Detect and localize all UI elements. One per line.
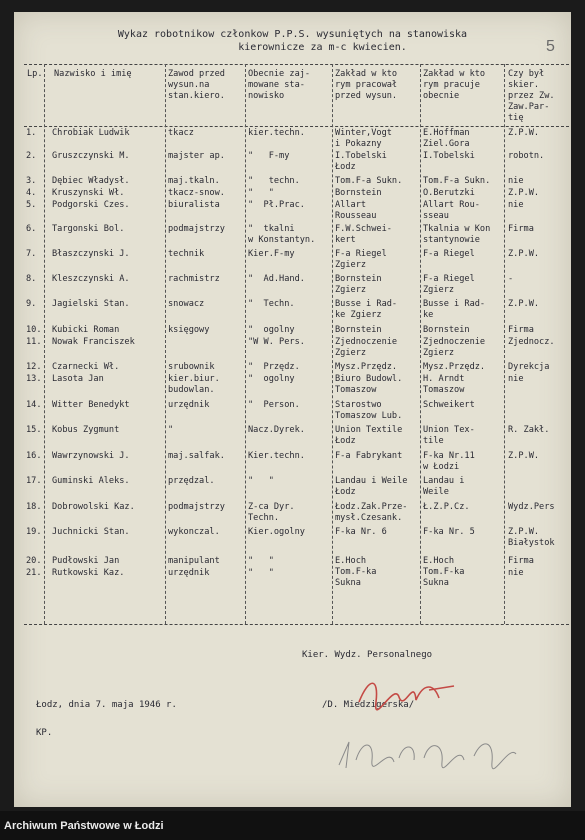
red-signature bbox=[354, 672, 464, 712]
table-cell-currw: E.Hoffman Ziel.Gora bbox=[423, 128, 470, 149]
table-cell-currw: Union Tex- tile bbox=[423, 425, 475, 446]
table-cell-prev: technik bbox=[168, 249, 205, 259]
table-cell-curr: " Techn. bbox=[248, 299, 295, 309]
col-divider bbox=[332, 64, 333, 624]
table-cell-skier: Z.P.W. Białystok bbox=[508, 527, 555, 548]
title-line-1: Wykaz robotnikow członkow P.P.S. wysuniętych na stanowiska bbox=[117, 29, 468, 40]
table-cell-prevw: F-ka Nr. 6 bbox=[335, 527, 387, 537]
table-cell-curr: " ogolny bbox=[248, 374, 295, 384]
table-cell-prev: podmajstrzy bbox=[168, 502, 225, 512]
table-cell-name: Witter Benedykt bbox=[52, 400, 130, 410]
table-cell-lp: 15. bbox=[26, 425, 42, 435]
table-cell-lp: 5. bbox=[26, 200, 37, 210]
table-cell-curr: " Person. bbox=[248, 400, 300, 410]
table-cell-currw: E.Hoch Tom.F-ka Sukna bbox=[423, 556, 465, 588]
table-cell-prevw: Busse i Rad- ke Zgierz bbox=[335, 299, 398, 320]
table-cell-currw: Zjednoczenie Zgierz bbox=[423, 337, 486, 358]
header-prev-workplace: Zakład w kto rym pracował przed wysun. bbox=[335, 69, 398, 101]
document-date: Łodz, dnia 7. maja 1946 r. bbox=[36, 700, 177, 710]
table-cell-prev: wykonczal. bbox=[168, 527, 220, 537]
table-cell-skier: Firma bbox=[508, 325, 534, 335]
table-cell-curr: Nacz.Dyrek. bbox=[248, 425, 305, 435]
table-cell-name: Rutkowski Kaz. bbox=[52, 568, 125, 578]
table-cell-prev: księgowy bbox=[168, 325, 210, 335]
col-divider bbox=[245, 64, 246, 624]
table-cell-curr: "W W. Pers. bbox=[248, 337, 305, 347]
table-cell-skier: Firma bbox=[508, 224, 534, 234]
archive-label: Archiwum Państwowe w Łodzi bbox=[4, 820, 164, 832]
table-cell-curr: Z-ca Dyr. Techn. bbox=[248, 502, 295, 523]
table-cell-name: Chrobiak Ludwik bbox=[52, 128, 130, 138]
table-cell-prevw: F.W.Schwei- kert bbox=[335, 224, 392, 245]
table-cell-curr: " " bbox=[248, 568, 274, 578]
table-cell-curr: " techn. bbox=[248, 176, 300, 186]
table-cell-name: Jagielski Stan. bbox=[52, 299, 130, 309]
table-cell-name: Kleszczynski A. bbox=[52, 274, 130, 284]
table-cell-prev: majster ap. bbox=[168, 151, 225, 161]
table-cell-curr: Kier.F-my bbox=[248, 249, 295, 259]
table-cell-currw: Ł.Z.P.Cz. bbox=[423, 502, 470, 512]
table-cell-skier: nie bbox=[508, 176, 524, 186]
table-cell-curr: " " bbox=[248, 556, 274, 566]
table-cell-prev: urzędnik bbox=[168, 400, 210, 410]
table-cell-name: Nowak Franciszek bbox=[52, 337, 135, 347]
table-cell-prev: srubownik bbox=[168, 362, 215, 372]
col-divider bbox=[420, 64, 421, 624]
table-cell-currw: F-ka Nr.11 w Łodzi bbox=[423, 451, 475, 472]
table-cell-name: Gruszczynski M. bbox=[52, 151, 130, 161]
table-cell-lp: 8. bbox=[26, 274, 37, 284]
table-cell-prev: rachmistrz bbox=[168, 274, 220, 284]
table-cell-skier: nie bbox=[508, 568, 524, 578]
table-cell-skier: Wydz.Pers bbox=[508, 502, 555, 512]
table-cell-prevw: Bornstein bbox=[335, 188, 382, 198]
table-cell-prev: " bbox=[168, 425, 174, 435]
table-cell-name: Kobus Zygmunt bbox=[52, 425, 120, 435]
table-cell-skier: robotn. bbox=[508, 151, 545, 161]
signer-title: Kier. Wydz. Personalnego bbox=[302, 650, 433, 660]
table-cell-name: Dobrowolski Kaz. bbox=[52, 502, 135, 512]
table-cell-currw: I.Tobelski bbox=[423, 151, 475, 161]
table-cell-skier: - bbox=[508, 274, 514, 284]
table-cell-prev: biuralista bbox=[168, 200, 220, 210]
table-cell-prev: kier.biur. budowlan. bbox=[168, 374, 220, 395]
table-top-rule bbox=[24, 64, 569, 65]
table-cell-name: Wawrzynowski J. bbox=[52, 451, 130, 461]
document-title bbox=[14, 28, 571, 54]
header-lp: Lp. bbox=[27, 69, 43, 79]
table-cell-prevw: E.Hoch Tom.F-ka Sukna bbox=[335, 556, 377, 588]
table-cell-skier: nie bbox=[508, 200, 524, 210]
table-cell-currw: Schweikert bbox=[423, 400, 475, 410]
table-cell-prevw: Bornstein bbox=[335, 325, 382, 335]
table-cell-currw: Tom.F-a Sukn. bbox=[423, 176, 491, 186]
table-cell-lp: 11. bbox=[26, 337, 42, 347]
header-current-workplace: Zakład w kto rym pracuje obecnie bbox=[423, 69, 486, 101]
table-cell-lp: 12. bbox=[26, 362, 42, 372]
col-divider bbox=[165, 64, 166, 624]
header-prev-job: Zawod przed wysun.na stan.kiero. bbox=[168, 69, 225, 101]
table-cell-skier: Dyrekcja bbox=[508, 362, 550, 372]
table-cell-name: Błaszczynski J. bbox=[52, 249, 130, 259]
table-cell-skier: R. Zakł. bbox=[508, 425, 550, 435]
table-cell-prevw: Łodz.Zak.Prze- mysł.Czesank. bbox=[335, 502, 408, 523]
table-cell-name: Pudłowski Jan bbox=[52, 556, 120, 566]
table-cell-prevw: Union Textile Łodz bbox=[335, 425, 403, 446]
table-cell-skier: Z.P.W. bbox=[508, 128, 540, 138]
table-cell-prevw: Starostwo Tomaszow Lub. bbox=[335, 400, 403, 421]
table-cell-curr: " Pł.Prac. bbox=[248, 200, 305, 210]
table-cell-currw: F-a Riegel bbox=[423, 249, 475, 259]
table-cell-prevw: Tom.F-a Sukn. bbox=[335, 176, 403, 186]
table-cell-prev: manipulant bbox=[168, 556, 220, 566]
table-cell-lp: 18. bbox=[26, 502, 42, 512]
table-cell-name: Lasota Jan bbox=[52, 374, 104, 384]
table-cell-curr: " Przędz. bbox=[248, 362, 300, 372]
table-cell-prevw: Zjednoczenie Zgierz bbox=[335, 337, 398, 358]
table-cell-lp: 19. bbox=[26, 527, 42, 537]
table-cell-curr: kier.techn. bbox=[248, 128, 305, 138]
table-cell-name: Czarnecki Wł. bbox=[52, 362, 120, 372]
header-rule bbox=[24, 126, 569, 127]
table-cell-skier: Z.P.W. bbox=[508, 249, 540, 259]
table-cell-skier: Z.P.W. bbox=[508, 299, 540, 309]
table-cell-name: Podgorski Czes. bbox=[52, 200, 130, 210]
header-name: Nazwisko i imię bbox=[54, 69, 132, 79]
table-cell-lp: 3. bbox=[26, 176, 37, 186]
table-cell-lp: 17. bbox=[26, 476, 42, 486]
table-cell-prev: podmajstrzy bbox=[168, 224, 225, 234]
table-cell-name: Guminski Aleks. bbox=[52, 476, 130, 486]
table-cell-prevw: Landau i Weile Łodz bbox=[335, 476, 408, 497]
table-bottom-rule bbox=[24, 624, 569, 625]
document-page bbox=[14, 12, 571, 807]
table-cell-currw: Bornstein bbox=[423, 325, 470, 335]
table-cell-prev: maj.tkaln. bbox=[168, 176, 220, 186]
table-cell-prev: tkacz-snow. bbox=[168, 188, 225, 198]
table-cell-currw: F-a Riegel Zgierz bbox=[423, 274, 475, 295]
table-cell-lp: 4. bbox=[26, 188, 37, 198]
table-cell-prevw: Bornstein Zgierz bbox=[335, 274, 382, 295]
col-divider bbox=[44, 64, 45, 624]
table-cell-skier: Firma bbox=[508, 556, 534, 566]
kp-mark: KP. bbox=[36, 728, 53, 738]
table-cell-prev: urzędnik bbox=[168, 568, 210, 578]
table-cell-prevw: F-a Fabrykant bbox=[335, 451, 403, 461]
header-current-position: Obecnie zaj- mowane sta- nowisko bbox=[248, 69, 311, 101]
table-cell-lp: 7. bbox=[26, 249, 37, 259]
table-cell-currw: O.Berutzki bbox=[423, 188, 475, 198]
table-cell-curr: Kier.ogolny bbox=[248, 527, 305, 537]
table-cell-prev: maj.salfak. bbox=[168, 451, 225, 461]
table-cell-lp: 14. bbox=[26, 400, 42, 410]
table-cell-lp: 10. bbox=[26, 325, 42, 335]
table-cell-curr: Kier.techn. bbox=[248, 451, 305, 461]
table-cell-curr: " " bbox=[248, 476, 274, 486]
table-cell-curr: " F-my bbox=[248, 151, 290, 161]
table-cell-prevw: Biuro Budowl. Tomaszow bbox=[335, 374, 403, 395]
table-cell-name: Targonski Bol. bbox=[52, 224, 125, 234]
table-cell-skier: Zjednocz. bbox=[508, 337, 555, 347]
table-cell-lp: 20. bbox=[26, 556, 42, 566]
table-cell-prevw: Winter,Vogt i Pokazny bbox=[335, 128, 392, 149]
table-cell-name: Kruszynski Wł. bbox=[52, 188, 125, 198]
table-cell-prev: snowacz bbox=[168, 299, 205, 309]
table-cell-name: Kubicki Roman bbox=[52, 325, 120, 335]
table-cell-name: Dębiec Władysł. bbox=[52, 176, 130, 186]
table-cell-currw: Tkalnia w Kon stantynowie bbox=[423, 224, 491, 245]
table-cell-skier: Z.P.W. bbox=[508, 188, 540, 198]
table-cell-currw: Landau i Weile bbox=[423, 476, 465, 497]
page-number: 5 bbox=[546, 38, 555, 55]
pencil-scribble bbox=[334, 730, 524, 780]
header-directed-by: Czy był skier. przez Zw. Zaw.Par- tię bbox=[508, 69, 555, 123]
table-cell-lp: 1. bbox=[26, 128, 37, 138]
table-cell-skier: nie bbox=[508, 374, 524, 384]
table-cell-name: Juchnicki Stan. bbox=[52, 527, 130, 537]
table-cell-curr: " tkalni w Konstantyn. bbox=[248, 224, 316, 245]
table-cell-prevw: Allart Rousseau bbox=[335, 200, 377, 221]
table-cell-currw: H. Arndt Tomaszow bbox=[423, 374, 465, 395]
table-cell-curr: " ogolny bbox=[248, 325, 295, 335]
title-line-2: kierownicze za m-c kwiecien. bbox=[238, 42, 407, 53]
table-cell-prev: tkacz bbox=[168, 128, 194, 138]
table-cell-lp: 2. bbox=[26, 151, 37, 161]
table-cell-curr: " Ad.Hand. bbox=[248, 274, 305, 284]
table-cell-currw: Allart Rou- sseau bbox=[423, 200, 480, 221]
typed-signature: /D. Miedzigerska/ bbox=[322, 700, 415, 710]
table-cell-curr: " " bbox=[248, 188, 274, 198]
table-cell-lp: 9. bbox=[26, 299, 37, 309]
table-cell-lp: 21. bbox=[26, 568, 42, 578]
table-cell-prevw: Mysz.Przędz. bbox=[335, 362, 398, 372]
table-cell-currw: Busse i Rad- ke bbox=[423, 299, 486, 320]
table-cell-skier: Z.P.W. bbox=[508, 451, 540, 461]
col-divider bbox=[504, 64, 505, 624]
table-cell-prev: przędzal. bbox=[168, 476, 215, 486]
table-cell-currw: F-ka Nr. 5 bbox=[423, 527, 475, 537]
table-cell-prevw: F-a Riegel Zgierz bbox=[335, 249, 387, 270]
table-cell-lp: 6. bbox=[26, 224, 37, 234]
table-cell-prevw: I.Tobelski Łodz bbox=[335, 151, 387, 172]
table-cell-currw: Mysz.Przędz. bbox=[423, 362, 486, 372]
table-cell-lp: 16. bbox=[26, 451, 42, 461]
table-cell-lp: 13. bbox=[26, 374, 42, 384]
